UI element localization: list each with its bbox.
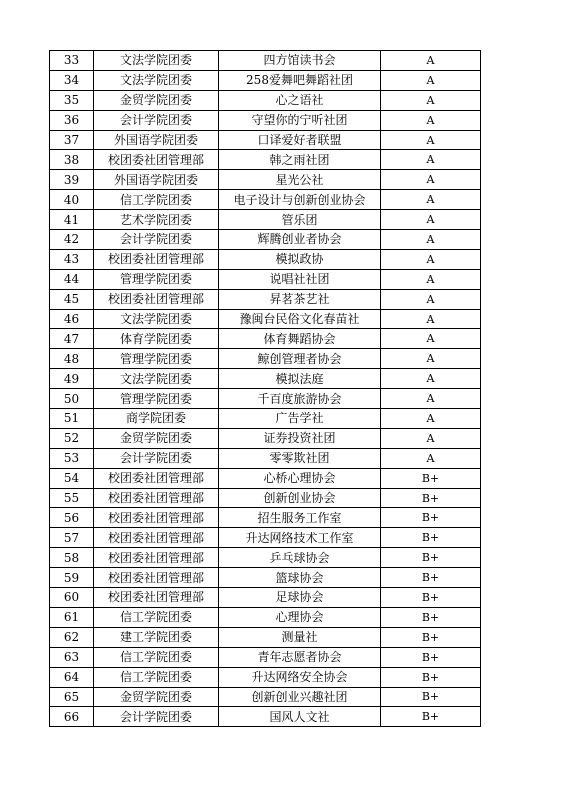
- grade-cell: B+: [381, 627, 481, 647]
- grade-cell: A: [381, 210, 481, 230]
- row-number-cell: 43: [50, 249, 94, 269]
- organization-cell: 模拟政协: [219, 249, 381, 269]
- row-number-cell: 39: [50, 170, 94, 190]
- row-number-cell: 42: [50, 230, 94, 250]
- grade-cell: A: [381, 448, 481, 468]
- organization-cell: 足球协会: [219, 588, 381, 608]
- unit-cell: 管理学院团委: [94, 349, 219, 369]
- grade-cell: A: [381, 409, 481, 429]
- organization-cell: 鲸创管理者协会: [219, 349, 381, 369]
- row-number-cell: 51: [50, 409, 94, 429]
- organization-cell: 心理协会: [219, 607, 381, 627]
- row-number-cell: 56: [50, 508, 94, 528]
- table-row: [50, 230, 481, 250]
- unit-cell: 校团委社团管理部: [94, 568, 219, 588]
- unit-cell: 金贸学院团委: [94, 428, 219, 448]
- unit-cell: 建工学院团委: [94, 627, 219, 647]
- organization-cell: 青年志愿者协会: [219, 647, 381, 667]
- row-number-cell: 35: [50, 90, 94, 110]
- organization-cell: 创新创业协会: [219, 488, 381, 508]
- unit-cell: 外国语学院团委: [94, 170, 219, 190]
- grade-cell: A: [381, 329, 481, 349]
- organization-cell: 证券投资社团: [219, 428, 381, 448]
- row-number-cell: 40: [50, 190, 94, 210]
- organization-cell: 测量社: [219, 627, 381, 647]
- row-number-cell: 61: [50, 607, 94, 627]
- table-row: [50, 51, 481, 71]
- table-row: [50, 90, 481, 110]
- grade-cell: A: [381, 150, 481, 170]
- table-row: [50, 389, 481, 409]
- organization-cell: 管乐团: [219, 210, 381, 230]
- organization-cell: 创新创业兴趣社团: [219, 687, 381, 707]
- unit-cell: 校团委社团管理部: [94, 488, 219, 508]
- table-row: [50, 568, 481, 588]
- unit-cell: 金贸学院团委: [94, 687, 219, 707]
- unit-cell: 商学院团委: [94, 409, 219, 429]
- grade-cell: A: [381, 309, 481, 329]
- organization-cell: 升达网络安全协会: [219, 667, 381, 687]
- unit-cell: 校团委社团管理部: [94, 528, 219, 548]
- unit-cell: 金贸学院团委: [94, 90, 219, 110]
- unit-cell: 文法学院团委: [94, 70, 219, 90]
- organization-cell: 广告学社: [219, 409, 381, 429]
- grade-cell: A: [381, 269, 481, 289]
- unit-cell: 会计学院团委: [94, 448, 219, 468]
- organization-cell: 体育舞蹈协会: [219, 329, 381, 349]
- table-row: [50, 528, 481, 548]
- row-number-cell: 37: [50, 130, 94, 150]
- row-number-cell: 38: [50, 150, 94, 170]
- row-number-cell: 60: [50, 588, 94, 608]
- organization-cell: 昇茗茶艺社: [219, 289, 381, 309]
- table-row: [50, 210, 481, 230]
- grade-cell: B+: [381, 707, 481, 727]
- grade-cell: B+: [381, 528, 481, 548]
- organization-cell: 乒乓球协会: [219, 548, 381, 568]
- table-row: [50, 190, 481, 210]
- grade-cell: B+: [381, 687, 481, 707]
- table-row: [50, 687, 481, 707]
- unit-cell: 会计学院团委: [94, 707, 219, 727]
- organization-cell: 韩之雨社团: [219, 150, 381, 170]
- grade-cell: A: [381, 110, 481, 130]
- grade-cell: B+: [381, 468, 481, 488]
- grade-cell: B+: [381, 508, 481, 528]
- grade-cell: A: [381, 51, 481, 71]
- unit-cell: 艺术学院团委: [94, 210, 219, 230]
- ranking-table: [49, 50, 481, 727]
- table-row: [50, 130, 481, 150]
- unit-cell: 体育学院团委: [94, 329, 219, 349]
- grade-cell: B+: [381, 588, 481, 608]
- organization-cell: 零零欺社团: [219, 448, 381, 468]
- grade-cell: A: [381, 190, 481, 210]
- table-row: [50, 548, 481, 568]
- grade-cell: A: [381, 249, 481, 269]
- grade-cell: B+: [381, 568, 481, 588]
- row-number-cell: 59: [50, 568, 94, 588]
- grade-cell: B+: [381, 667, 481, 687]
- row-number-cell: 54: [50, 468, 94, 488]
- table-row: [50, 488, 481, 508]
- unit-cell: 校团委社团管理部: [94, 508, 219, 528]
- organization-cell: 电子设计与创新创业协会: [219, 190, 381, 210]
- grade-cell: A: [381, 90, 481, 110]
- row-number-cell: 64: [50, 667, 94, 687]
- grade-cell: B+: [381, 548, 481, 568]
- table-row: [50, 349, 481, 369]
- table-row: [50, 448, 481, 468]
- table-row: [50, 627, 481, 647]
- unit-cell: 会计学院团委: [94, 110, 219, 130]
- table-row: [50, 150, 481, 170]
- unit-cell: 校团委社团管理部: [94, 249, 219, 269]
- row-number-cell: 52: [50, 428, 94, 448]
- unit-cell: 信工学院团委: [94, 190, 219, 210]
- table-row: [50, 667, 481, 687]
- unit-cell: 文法学院团委: [94, 51, 219, 71]
- row-number-cell: 47: [50, 329, 94, 349]
- row-number-cell: 57: [50, 528, 94, 548]
- organization-cell: 豫闽台民俗文化春苗社: [219, 309, 381, 329]
- table-row: [50, 428, 481, 448]
- unit-cell: 校团委社团管理部: [94, 289, 219, 309]
- row-number-cell: 41: [50, 210, 94, 230]
- unit-cell: 校团委社团管理部: [94, 588, 219, 608]
- grade-cell: A: [381, 349, 481, 369]
- organization-cell: 升达网络技术工作室: [219, 528, 381, 548]
- grade-cell: A: [381, 369, 481, 389]
- table-row: [50, 409, 481, 429]
- unit-cell: 校团委社团管理部: [94, 150, 219, 170]
- organization-cell: 258爱舞吧舞蹈社团: [219, 70, 381, 90]
- row-number-cell: 65: [50, 687, 94, 707]
- unit-cell: 文法学院团委: [94, 369, 219, 389]
- organization-cell: 四方馆读书会: [219, 51, 381, 71]
- table-row: [50, 369, 481, 389]
- row-number-cell: 50: [50, 389, 94, 409]
- grade-cell: A: [381, 70, 481, 90]
- unit-cell: 会计学院团委: [94, 230, 219, 250]
- row-number-cell: 45: [50, 289, 94, 309]
- table-row: [50, 289, 481, 309]
- grade-cell: A: [381, 389, 481, 409]
- organization-cell: 千百度旅游协会: [219, 389, 381, 409]
- unit-cell: 文法学院团委: [94, 309, 219, 329]
- grade-cell: A: [381, 230, 481, 250]
- organization-cell: 心桥心理协会: [219, 468, 381, 488]
- row-number-cell: 44: [50, 269, 94, 289]
- table-row: [50, 269, 481, 289]
- unit-cell: 校团委社团管理部: [94, 468, 219, 488]
- row-number-cell: 33: [50, 51, 94, 71]
- table-row: [50, 707, 481, 727]
- unit-cell: 信工学院团委: [94, 667, 219, 687]
- row-number-cell: 53: [50, 448, 94, 468]
- organization-cell: 心之语社: [219, 90, 381, 110]
- unit-cell: 管理学院团委: [94, 269, 219, 289]
- row-number-cell: 46: [50, 309, 94, 329]
- unit-cell: 信工学院团委: [94, 647, 219, 667]
- table-row: [50, 110, 481, 130]
- table-row: [50, 468, 481, 488]
- grade-cell: B+: [381, 607, 481, 627]
- row-number-cell: 55: [50, 488, 94, 508]
- table-row: [50, 588, 481, 608]
- table-body: [50, 51, 481, 727]
- organization-cell: 篮球协会: [219, 568, 381, 588]
- grade-cell: A: [381, 170, 481, 190]
- row-number-cell: 66: [50, 707, 94, 727]
- table-row: [50, 647, 481, 667]
- organization-cell: 国风人文社: [219, 707, 381, 727]
- table-row: [50, 170, 481, 190]
- unit-cell: 外国语学院团委: [94, 130, 219, 150]
- table-row: [50, 70, 481, 90]
- grade-cell: A: [381, 428, 481, 448]
- grade-cell: A: [381, 130, 481, 150]
- unit-cell: 管理学院团委: [94, 389, 219, 409]
- row-number-cell: 34: [50, 70, 94, 90]
- row-number-cell: 49: [50, 369, 94, 389]
- organization-cell: 招生服务工作室: [219, 508, 381, 528]
- row-number-cell: 48: [50, 349, 94, 369]
- table-row: [50, 607, 481, 627]
- organization-cell: 模拟法庭: [219, 369, 381, 389]
- grade-cell: B+: [381, 488, 481, 508]
- row-number-cell: 58: [50, 548, 94, 568]
- organization-cell: 口译爱好者联盟: [219, 130, 381, 150]
- unit-cell: 校团委社团管理部: [94, 548, 219, 568]
- table-row: [50, 249, 481, 269]
- unit-cell: 信工学院团委: [94, 607, 219, 627]
- grade-cell: B+: [381, 647, 481, 667]
- row-number-cell: 63: [50, 647, 94, 667]
- row-number-cell: 36: [50, 110, 94, 130]
- organization-cell: 说唱社社团: [219, 269, 381, 289]
- organization-cell: 星光公社: [219, 170, 381, 190]
- row-number-cell: 62: [50, 627, 94, 647]
- organization-cell: 守望你的宁听社团: [219, 110, 381, 130]
- organization-cell: 辉腾创业者协会: [219, 230, 381, 250]
- table-row: [50, 508, 481, 528]
- grade-cell: A: [381, 289, 481, 309]
- table-row: [50, 309, 481, 329]
- table-row: [50, 329, 481, 349]
